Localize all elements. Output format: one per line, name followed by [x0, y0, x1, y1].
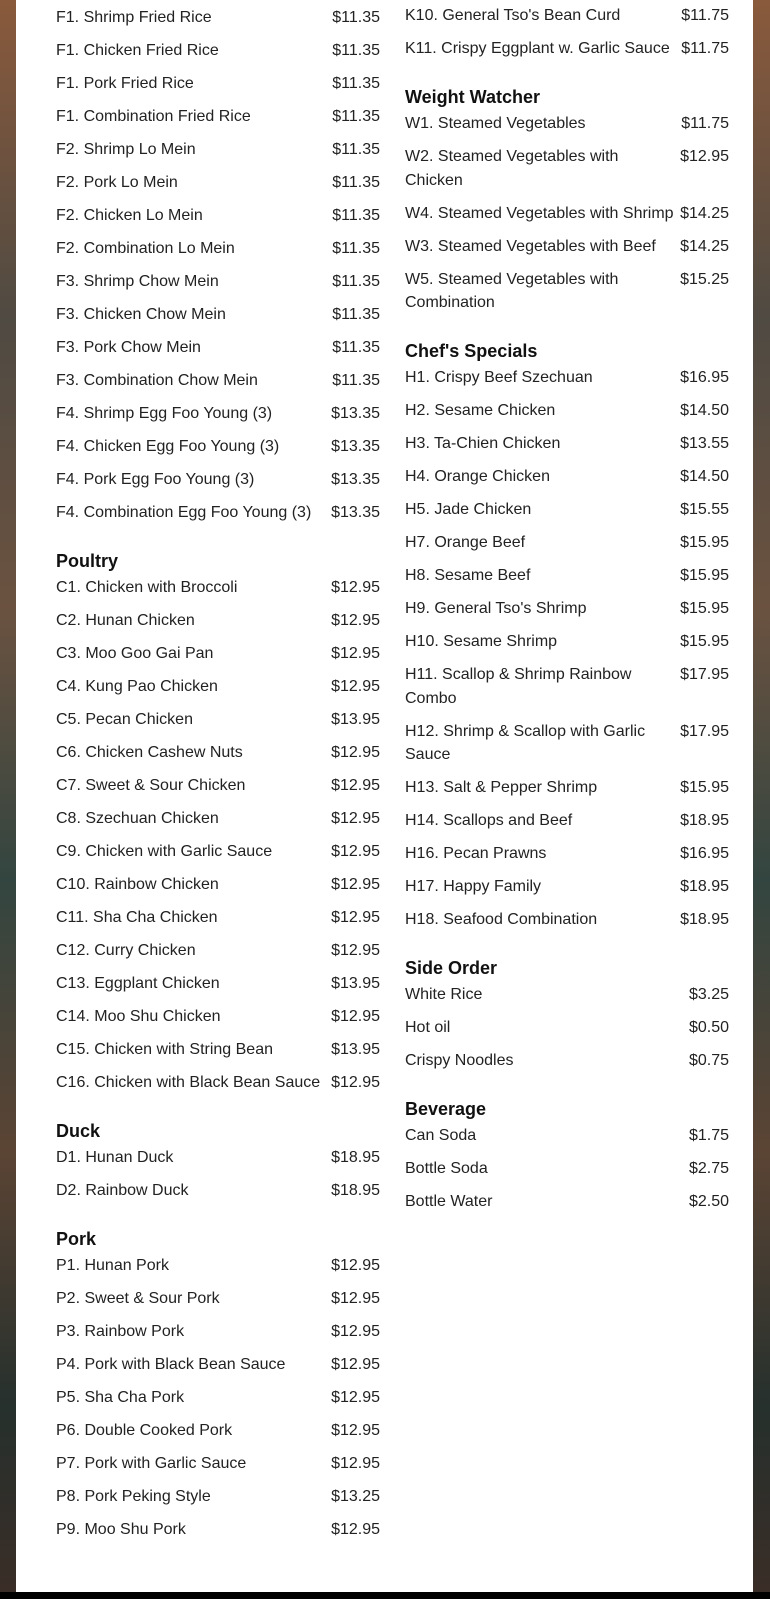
menu-item	[405, 4, 729, 37]
section-title-pork: Pork	[56, 1229, 97, 1249]
menu-item-price: $12.95	[331, 810, 380, 827]
menu-item-price: $11.35	[332, 372, 380, 389]
menu-item-price: $11.35	[332, 141, 380, 158]
section-title-weight-watcher: Weight Watcher	[405, 87, 541, 107]
menu-item-name: P5. Sha Cha Pork	[56, 1389, 185, 1406]
menu-item-name: Bottle Water	[405, 1193, 493, 1210]
menu-item-price: $18.95	[331, 1149, 380, 1166]
menu-item-name: F2. Chicken Lo Mein	[56, 207, 203, 224]
menu-item-price: $18.95	[680, 878, 729, 895]
menu-item-price: $1.75	[688, 1127, 729, 1144]
menu-item-name: C14. Moo Shu Chicken	[56, 1008, 221, 1025]
menu-item	[405, 531, 729, 564]
menu-item-name: F1. Pork Fried Rice	[56, 75, 194, 92]
menu-item	[56, 6, 380, 39]
menu-item	[56, 1452, 380, 1485]
menu-item-name: H13. Salt & Pepper Shrimp	[405, 779, 598, 796]
menu-item-name: H16. Pecan Prawns	[405, 845, 547, 862]
menu-item-price: $11.75	[681, 115, 729, 132]
menu-item-price: $14.50	[680, 402, 729, 419]
bottom-edge	[0, 1592, 770, 1599]
menu-item-name: D1. Hunan Duck	[56, 1149, 174, 1166]
menu-item-name: C3. Moo Goo Gai Pan	[56, 645, 214, 662]
menu-item-price: $12.95	[331, 909, 380, 926]
menu-item-price: $13.95	[331, 711, 380, 728]
menu-item-name: W1. Steamed Vegetables	[405, 115, 586, 132]
menu-item-price: $11.75	[681, 40, 729, 57]
menu-item	[56, 1320, 380, 1353]
section-title-duck: Duck	[56, 1121, 101, 1141]
menu-item-name: W3. Steamed Vegetables with Beef	[405, 237, 656, 255]
menu-item-price: $13.95	[331, 975, 380, 992]
menu-item-name: H3. Ta-Chien Chicken	[405, 435, 561, 452]
menu-item	[405, 720, 729, 777]
menu-item-price: $14.25	[680, 204, 729, 222]
menu-item	[56, 939, 380, 972]
menu-item	[405, 908, 729, 941]
menu-item	[56, 1038, 380, 1071]
menu-item-name: C6. Chicken Cashew Nuts	[56, 744, 243, 761]
menu-item-price: $11.35	[332, 108, 380, 125]
menu-item-name: H14. Scallops and Beef	[405, 812, 573, 829]
menu-item-name: F3. Shrimp Chow Mein	[56, 273, 219, 290]
section-gap	[56, 534, 380, 546]
menu-item	[405, 842, 729, 875]
section-title-beverage: Beverage	[405, 1099, 487, 1119]
menu-item-name: H2. Sesame Chicken	[405, 402, 556, 419]
menu-item-name: C1. Chicken with Broccoli	[56, 579, 238, 596]
menu-item-name: F1. Combination Fried Rice	[56, 108, 251, 125]
menu-item-name: P4. Pork with Black Bean Sauce	[56, 1356, 286, 1373]
menu-item-price: $15.95	[680, 779, 729, 796]
menu-item	[405, 875, 729, 908]
menu-item-price: $11.35	[332, 174, 380, 191]
menu-item	[405, 597, 729, 630]
menu-item	[56, 840, 380, 873]
menu-item-price: $15.95	[680, 567, 729, 584]
menu-item	[56, 369, 380, 402]
menu-item-price: $12.95	[331, 1008, 380, 1025]
menu-item	[405, 145, 729, 202]
menu-item	[405, 809, 729, 842]
menu-item-price: $11.35	[332, 339, 380, 356]
section-gap	[405, 70, 729, 82]
menu-item-name: D2. Rainbow Duck	[56, 1182, 189, 1199]
menu-item	[405, 235, 729, 268]
menu-item	[56, 1254, 380, 1287]
menu-item-name: Bottle Soda	[405, 1160, 488, 1177]
menu-item	[405, 268, 729, 325]
menu-panel	[16, 0, 753, 1592]
menu-item	[405, 399, 729, 432]
background-photo-right	[753, 0, 770, 1599]
section-gap	[405, 941, 729, 953]
menu-item-name: C16. Chicken with Black Bean Sauce	[56, 1074, 321, 1091]
menu-item-name: F4. Combination Egg Foo Young (3)	[56, 504, 312, 521]
menu-item-name: P3. Rainbow Pork	[56, 1323, 185, 1340]
menu-item-price: $15.95	[680, 534, 729, 551]
menu-item-price: $12.95	[331, 876, 380, 893]
menu-item-name: F1. Chicken Fried Rice	[56, 42, 219, 59]
menu-item-price: $11.35	[332, 207, 380, 224]
menu-item-name: C8. Szechuan Chicken	[56, 810, 219, 827]
section-gap	[56, 1212, 380, 1224]
menu-item-name: P7. Pork with Garlic Sauce	[56, 1455, 247, 1472]
menu-item-name: F4. Chicken Egg Foo Young (3)	[56, 438, 280, 455]
menu-item-price: $12.95	[331, 1074, 380, 1091]
menu-item-name: P6. Double Cooked Pork	[56, 1422, 233, 1439]
menu-item	[405, 1124, 729, 1157]
menu-item-price: $12.95	[331, 744, 380, 761]
menu-item-price: $2.50	[688, 1193, 729, 1210]
background-photo-left	[0, 0, 16, 1599]
menu-item	[56, 1419, 380, 1452]
menu-item	[56, 1179, 380, 1212]
menu-item	[56, 972, 380, 1005]
menu-item-name: H4. Orange Chicken	[405, 468, 550, 485]
menu-item-name: W4. Steamed Vegetables with Shrimp	[405, 204, 674, 222]
menu-item-price: $12.95	[331, 1455, 380, 1472]
menu-item-price: $18.95	[680, 911, 729, 928]
menu-item-price: $13.35	[331, 405, 380, 422]
menu-item-name: Hot oil	[405, 1019, 451, 1036]
menu-item-price: $15.95	[680, 633, 729, 650]
menu-item-name: P2. Sweet & Sour Pork	[56, 1290, 220, 1307]
menu-item-price: $17.95	[680, 666, 729, 683]
menu-item-price: $12.95	[331, 612, 380, 629]
menu-item	[56, 1518, 380, 1551]
menu-item	[405, 630, 729, 663]
menu-item	[56, 336, 380, 369]
menu-item-price: $14.50	[680, 468, 729, 485]
menu-item-name: H12. Shrimp & Scallop with Garlic Sauce	[405, 722, 646, 763]
menu-item-price: $12.95	[331, 645, 380, 662]
menu-item-price: $12.95	[331, 579, 380, 596]
menu-item	[56, 303, 380, 336]
section-gap	[405, 324, 729, 336]
menu-item-name: C9. Chicken with Garlic Sauce	[56, 843, 273, 860]
menu-item	[56, 1353, 380, 1386]
menu-item	[405, 983, 729, 1016]
menu-item-price: $12.95	[331, 1521, 380, 1538]
menu-item	[56, 807, 380, 840]
menu-item	[405, 465, 729, 498]
menu-item-price: $12.95	[331, 942, 380, 959]
menu-item-name: H17. Happy Family	[405, 878, 542, 895]
menu-item-name: H18. Seafood Combination	[405, 911, 598, 928]
menu-item-price: $13.55	[680, 435, 729, 452]
menu-item-price: $11.35	[332, 75, 380, 92]
menu-item-name: C11. Sha Cha Chicken	[56, 909, 218, 926]
menu-item	[56, 237, 380, 270]
menu-item	[405, 432, 729, 465]
menu-item-price: $11.35	[332, 306, 380, 323]
menu-item-name: C2. Hunan Chicken	[56, 612, 195, 629]
menu-item-name: H1. Crispy Beef Szechuan	[405, 369, 593, 386]
menu-item-name: Crispy Noodles	[405, 1052, 514, 1069]
menu-item-name: F1. Shrimp Fried Rice	[56, 9, 212, 26]
menu-item-price: $12.95	[331, 777, 380, 794]
menu-item	[405, 1190, 729, 1223]
menu-item-price: $13.35	[331, 504, 380, 521]
menu-item-price: $11.35	[332, 240, 380, 257]
menu-item	[56, 873, 380, 906]
menu-item-price: $11.35	[332, 42, 380, 59]
menu-item-name: Can Soda	[405, 1127, 477, 1144]
menu-item-price: $12.95	[331, 1290, 380, 1307]
menu-item	[56, 906, 380, 939]
menu-column-left	[56, 6, 380, 1551]
section-title-side-order: Side Order	[405, 958, 498, 978]
menu-item-name: F4. Shrimp Egg Foo Young (3)	[56, 405, 273, 422]
menu-item-price: $16.95	[680, 369, 729, 386]
menu-item-price: $12.95	[331, 843, 380, 860]
menu-item	[56, 435, 380, 468]
menu-item	[56, 609, 380, 642]
menu-item-price: $2.75	[688, 1160, 729, 1177]
menu-item-name: F2. Pork Lo Mein	[56, 174, 178, 191]
menu-item	[56, 402, 380, 435]
section-title-poultry: Poultry	[56, 551, 119, 571]
menu-item-name: C10. Rainbow Chicken	[56, 876, 219, 893]
menu-item-price: $13.25	[331, 1488, 380, 1505]
menu-item	[56, 1005, 380, 1038]
section-gap	[405, 1082, 729, 1094]
menu-item-price: $12.95	[331, 1356, 380, 1373]
menu-item	[405, 776, 729, 809]
menu-item-price: $13.35	[331, 438, 380, 455]
menu-item-price: $12.95	[680, 148, 729, 165]
menu-item-name: H10. Sesame Shrimp	[405, 633, 558, 650]
menu-item	[56, 1485, 380, 1518]
menu-item-price: $12.95	[331, 1257, 380, 1274]
section-gap	[56, 1104, 380, 1116]
menu-item-price: $13.95	[331, 1041, 380, 1058]
menu-item	[56, 741, 380, 774]
menu-item-price: $11.35	[332, 273, 380, 290]
menu-item	[56, 468, 380, 501]
menu-item-price: $11.35	[332, 9, 380, 26]
menu-item-price: $3.25	[688, 986, 729, 1003]
menu-item-name: P8. Pork Peking Style	[56, 1488, 211, 1505]
menu-item-price: $12.95	[331, 678, 380, 695]
menu-item-name: F4. Pork Egg Foo Young (3)	[56, 471, 255, 488]
menu-item-name: C12. Curry Chicken	[56, 942, 196, 959]
menu-item-name: C5. Pecan Chicken	[56, 711, 193, 728]
menu-item-name: K11. Crispy Eggplant w. Garlic Sauce	[405, 40, 670, 57]
menu-column-right	[405, 4, 729, 1223]
menu-item-price: $0.50	[688, 1019, 729, 1036]
menu-item-price: $18.95	[331, 1182, 380, 1199]
menu-item	[56, 138, 380, 171]
menu-item-name: P9. Moo Shu Pork	[56, 1521, 186, 1538]
menu-item	[56, 1146, 380, 1179]
menu-item	[56, 171, 380, 204]
menu-item-price: $15.55	[680, 501, 729, 518]
menu-item-name: C13. Eggplant Chicken	[56, 975, 220, 992]
menu-item-price: $15.95	[680, 600, 729, 617]
menu-item-name: F3. Pork Chow Mein	[56, 339, 201, 356]
menu-item	[56, 576, 380, 609]
menu-item-price: $12.95	[331, 1389, 380, 1406]
menu-item	[56, 708, 380, 741]
menu-item-price: $17.95	[680, 722, 729, 740]
menu-item	[56, 1287, 380, 1320]
menu-item	[405, 1049, 729, 1082]
section-title-chef-s-specials: Chef's Specials	[405, 341, 538, 361]
menu-item-name: H11. Scallop & Shrimp Rainbow Combo	[405, 666, 632, 707]
menu-item-name: F2. Shrimp Lo Mein	[56, 141, 196, 158]
menu-item-price: $12.95	[331, 1422, 380, 1439]
menu-item-name: F3. Chicken Chow Mein	[56, 306, 226, 323]
menu-item-name: H7. Orange Beef	[405, 534, 526, 551]
menu-item-name: W5. Steamed Vegetables with Combination	[405, 270, 619, 311]
menu-item	[405, 37, 729, 70]
menu-item	[405, 498, 729, 531]
menu-item-name: C15. Chicken with String Bean	[56, 1041, 273, 1058]
menu-item	[56, 1071, 380, 1104]
menu-item-price: $14.25	[680, 237, 729, 255]
menu-item	[56, 774, 380, 807]
menu-item	[405, 663, 729, 720]
menu-item-price: $0.75	[688, 1052, 729, 1069]
menu-item	[56, 270, 380, 303]
menu-item	[405, 564, 729, 597]
menu-item-name: W2. Steamed Vegetables with Chicken	[405, 148, 619, 189]
menu-item-name: White Rice	[405, 986, 483, 1003]
menu-item-name: K10. General Tso's Bean Curd	[405, 7, 621, 24]
menu-item-price: $11.75	[681, 7, 729, 24]
menu-item-price: $16.95	[680, 845, 729, 862]
menu-item	[405, 1157, 729, 1190]
menu-item-name: C7. Sweet & Sour Chicken	[56, 777, 246, 794]
menu-item-name: H5. Jade Chicken	[405, 501, 532, 518]
menu-item-name: H8. Sesame Beef	[405, 567, 531, 584]
menu-item-name: F2. Combination Lo Mein	[56, 240, 235, 257]
menu-item	[405, 202, 729, 235]
menu-item-price: $12.95	[331, 1323, 380, 1340]
menu-item	[405, 366, 729, 399]
menu-item-price: $18.95	[680, 812, 729, 829]
menu-item	[56, 39, 380, 72]
menu-item	[56, 1386, 380, 1419]
menu-item	[405, 1016, 729, 1049]
menu-item	[56, 675, 380, 708]
menu-item-price: $13.35	[331, 471, 380, 488]
menu-item	[56, 501, 380, 534]
menu-item	[56, 72, 380, 105]
menu-item	[56, 642, 380, 675]
menu-item	[56, 105, 380, 138]
menu-item-price: $15.25	[680, 270, 729, 288]
menu-item-name: H9. General Tso's Shrimp	[405, 600, 587, 617]
menu-item	[405, 112, 729, 145]
menu-item-name: P1. Hunan Pork	[56, 1257, 169, 1274]
menu-item-name: C4. Kung Pao Chicken	[56, 678, 218, 695]
menu-item-name: F3. Combination Chow Mein	[56, 372, 258, 389]
menu-item	[56, 204, 380, 237]
